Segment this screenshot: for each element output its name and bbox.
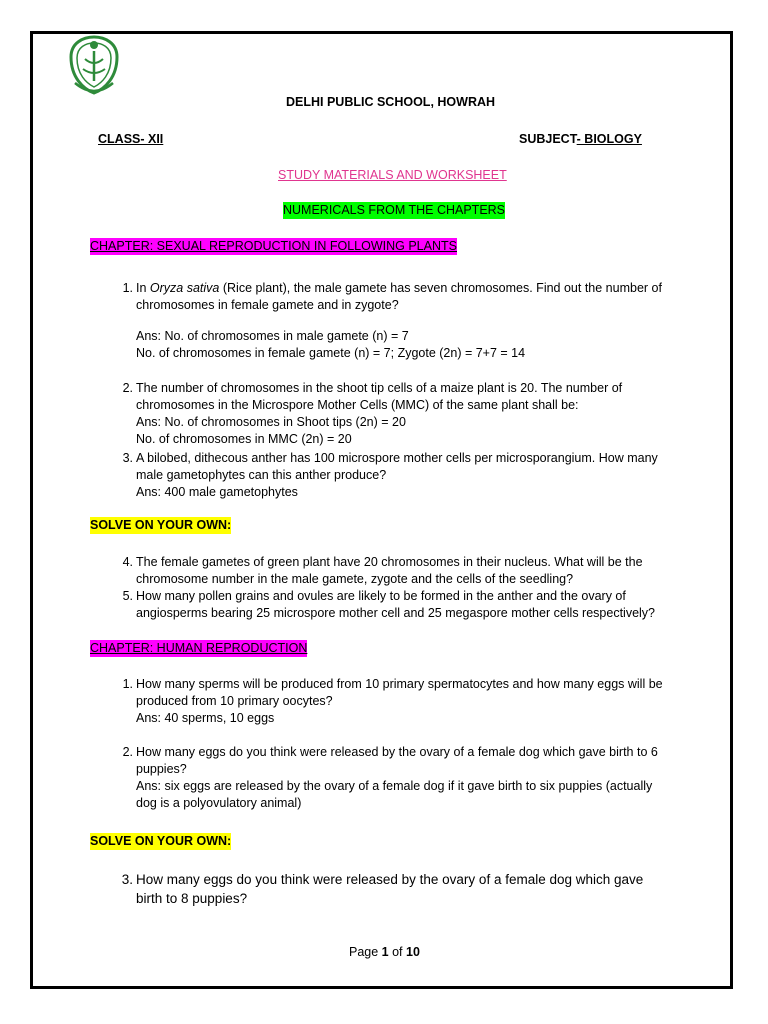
worksheet-title: STUDY MATERIALS AND WORKSHEET: [278, 168, 507, 182]
chapter-heading-human: CHAPTER: HUMAN REPRODUCTION: [90, 641, 308, 655]
question-2-human: 2. How many eggs do you think were released by the ovary of a female dog which gave birth to 6 puppies?: [122, 745, 658, 776]
question-2-plants: 2. The number of chromosomes in the shoot tip cells of a maize plant is 20. The number of chromosomes in the Microspore Mother Cells (MMC) of the same plant shall be:: [122, 381, 623, 412]
answer-2-human: Ans: six eggs are released by the ovary of a female dog if it gave birth to six puppies (actually dog is a polyovulatory animal): [136, 779, 653, 810]
answer-1-line-2: No. of chromosomes in female gamete (n) = 7; Zygote (2n) = 7+7 = 14: [136, 346, 526, 360]
question-3-human: 3. How many eggs do you think were released by the ovary of a female dog which gave birth to 8 puppies?: [121, 872, 644, 906]
question-number: 1.: [122, 281, 133, 295]
school-logo-icon: [65, 33, 123, 97]
question-3-plants: 3. A bilobed, dithecous anther has 100 microspore mother cells per microsporangium. How many male gametophytes can this anther produce?: [122, 451, 658, 482]
worksheet-subtitle: NUMERICALS FROM THE CHAPTERS: [283, 203, 506, 217]
answer-1-line-1: Ans: No. of chromosomes in male gamete (n) = 7: [136, 329, 409, 343]
answer-3: Ans: 400 male gametophytes: [136, 485, 298, 499]
page-number: Page 1 of 10: [349, 945, 420, 959]
question-4-plants: 4. The female gametes of green plant have 20 chromosomes in their nucleus. What will be the chromosome number in the male gamete, zygote and the cells of the seedling?: [122, 555, 643, 586]
chapter-heading-plants: CHAPTER: SEXUAL REPRODUCTION IN FOLLOWING PLANTS: [90, 239, 457, 253]
question-1-human: 1. How many sperms will be produced from 10 primary spermatocytes and how many eggs will be produced from 10 primary oocytes?: [122, 677, 663, 708]
answer-1-human: Ans: 40 sperms, 10 eggs: [136, 711, 275, 725]
solve-heading-1: SOLVE ON YOUR OWN:: [90, 518, 232, 532]
answer-2-line-2: No. of chromosomes in MMC (2n) = 20: [136, 432, 352, 446]
question-1-plants: 1. In Oryza sativa (Rice plant), the male gamete has seven chromosomes. Find out the number of chromosomes in female gamete and in zygote?: [136, 280, 676, 314]
question-5-plants: 5. How many pollen grains and ovules are likely to be formed in the anther and the ovary of angiosperms bearing 25 microspore mother cell and 25 megaspore mother cells respectively?: [122, 589, 656, 620]
class-label: CLASS- XII: [98, 132, 164, 146]
subject-label: SUBJECT- BIOLOGY: [519, 132, 642, 146]
solve-heading-2: SOLVE ON YOUR OWN:: [90, 834, 232, 848]
school-name: DELHI PUBLIC SCHOOL, HOWRAH: [286, 95, 496, 109]
answer-2-line-1: Ans: No. of chromosomes in Shoot tips (2n) = 20: [136, 415, 406, 429]
